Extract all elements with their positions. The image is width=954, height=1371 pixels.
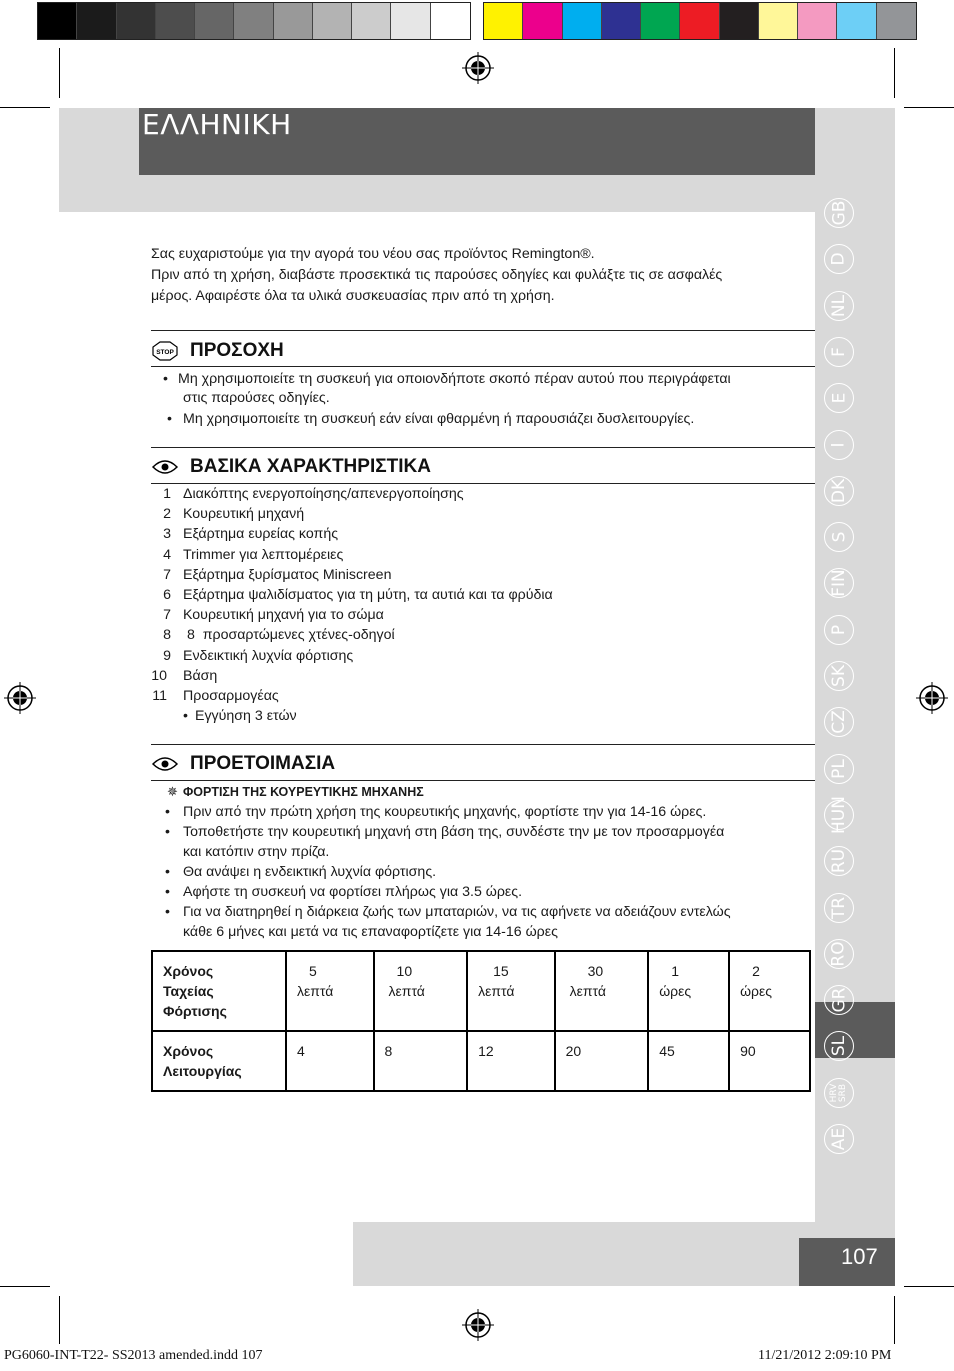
table-cell (648, 951, 729, 1031)
table-cell (286, 951, 374, 1031)
table-cell: 90 (729, 1031, 810, 1091)
language-tab-hrv-srb[interactable] (824, 1078, 854, 1108)
section-rule (151, 744, 815, 745)
grayscale-color-bar (37, 2, 471, 40)
color-swatch (38, 3, 77, 39)
cell-unit: λεπτά (478, 983, 515, 999)
item-number: 3 (163, 526, 171, 543)
table-header-text: Ταχείας (163, 983, 214, 999)
language-tab-p[interactable] (824, 615, 854, 645)
section-rule (151, 366, 815, 367)
list-item: Εξάρτημα ψαλιδίσματος για τη μύτη, τα αυτιά και τα φρύδια (183, 587, 553, 603)
list-item-continuation: και κατόπιν στην πρίζα. (183, 844, 330, 860)
bullet-marker: • (163, 371, 168, 387)
table-cell (555, 951, 649, 1031)
language-tab-pl[interactable] (824, 754, 854, 784)
color-swatch (484, 3, 523, 39)
color-swatch (234, 3, 273, 39)
table-header-text: Χρόνος (163, 1043, 214, 1059)
item-number: 2 (163, 506, 171, 523)
table-cell: 12 (467, 1031, 555, 1091)
table-header-cell (152, 1031, 286, 1091)
color-swatch (523, 3, 562, 39)
language-tab-e[interactable] (824, 383, 854, 413)
color-swatch (352, 3, 391, 39)
cell-value: 5 (309, 963, 317, 979)
language-tab-i[interactable] (824, 430, 854, 460)
list-item: Πριν από την πρώτη χρήση της κουρευτικής μηχανής, φορτίστε την για 14-16 ώρες. (183, 804, 707, 820)
item-number: 7 (163, 607, 171, 624)
language-tab-label: FIN (828, 569, 849, 598)
color-swatch (274, 3, 313, 39)
intro-line: Σας ευχαριστούμε για την αγορά του νέου σας προϊόντος Remington®. (151, 246, 595, 262)
language-tab-label: RU (828, 849, 849, 874)
language-tab-label: GB (829, 200, 849, 226)
item-number: 9 (163, 647, 171, 664)
bullet-marker: • (167, 411, 172, 427)
language-tab-label: HUN (829, 795, 850, 834)
color-swatch (77, 3, 116, 39)
cell-unit: λεπτά (569, 983, 606, 999)
item-number: 4 (163, 546, 171, 563)
language-tab-ro[interactable] (824, 939, 854, 969)
table-cell (374, 951, 468, 1031)
language-tab-label: F (829, 347, 849, 357)
prep-heading-text: ΠΡΟΕΤΟΙΜΑΣΙΑ (190, 753, 336, 774)
list-item: Αφήστε τη συσκευή να φορτίσει πλήρως για 3.5 ώρες. (183, 884, 523, 900)
warranty-item: Εγγύηση 3 ετών (195, 708, 297, 724)
cell-unit: λεπτά (297, 983, 334, 999)
eye-icon (152, 457, 178, 477)
language-tab-ru[interactable] (824, 846, 854, 876)
list-item: Trimmer για λεπτομέρειες (183, 546, 344, 563)
color-swatch (602, 3, 641, 39)
color-swatch (798, 3, 837, 39)
language-tab-label: RO (828, 941, 849, 967)
color-swatch (431, 3, 470, 39)
language-tab-gr[interactable] (824, 985, 854, 1015)
item-number: 11 (152, 688, 167, 704)
table-header-text: Φόρτισης (163, 1003, 227, 1019)
bullet-marker: • (165, 884, 170, 900)
list-item-continuation: κάθε 6 μήνες και μετά να τις επαναφορτίζετε για 14-16 ώρες (183, 924, 558, 940)
subheading: ΦΟΡΤΙΣΗ ΤΗΣ ΚΟΥΡΕΥΤΙΚΗΣ ΜΗΧΑΝΗΣ (183, 785, 424, 799)
cell-value: 1 (671, 963, 679, 979)
list-item: Για να διατηρηθεί η διάρκεια ζωής των μπαταριών, να τις αφήνετε να αδειάζουν εντελώς (183, 904, 731, 920)
crop-mark (894, 1296, 895, 1344)
cell-unit: ώρες (659, 983, 692, 999)
table-cell: 45 (648, 1031, 729, 1091)
language-tab-nl[interactable] (824, 291, 854, 321)
color-swatch (837, 3, 876, 39)
table-header-text: Χρόνος (163, 963, 214, 979)
registration-mark-icon (462, 52, 494, 84)
color-swatch (680, 3, 719, 39)
registration-mark-icon (916, 682, 948, 714)
crop-mark (904, 1286, 954, 1287)
language-tab-sk[interactable] (824, 661, 854, 691)
prep-heading (152, 753, 335, 775)
language-tab-label: AE (829, 1127, 849, 1151)
features-heading-text: ΒΑΣΙΚΑ ΧΑΡΑΚΤΗΡΙΣΤΙΚΑ (190, 456, 431, 477)
intro-line: μέρος. Αφαιρέστε όλα τα υλικά συσκευασίας πριν από τη χρήση. (151, 288, 555, 304)
list-item: 8 προσαρτώμενες χτένες-οδηγοί (183, 627, 395, 644)
cell-unit: ώρες (740, 983, 772, 999)
color-swatch (156, 3, 195, 39)
stop-icon (152, 341, 178, 361)
cell-value: 30 (587, 963, 604, 979)
language-tab-ae[interactable] (824, 1124, 854, 1154)
crop-mark (59, 1296, 60, 1344)
language-tab-label: SK (828, 665, 849, 687)
item-number: 8 (163, 627, 171, 644)
section-rule (151, 447, 815, 448)
language-tab-label: GR (829, 987, 849, 1013)
crop-mark (0, 1286, 50, 1287)
color-swatch (641, 3, 680, 39)
crop-mark (904, 107, 954, 108)
bullet-marker: • (165, 824, 170, 840)
crop-mark (894, 48, 895, 98)
page-number-box (799, 1238, 895, 1286)
color-swatch (759, 3, 798, 39)
caution-heading (152, 340, 284, 362)
table-row (152, 1031, 810, 1091)
list-item: Θα ανάψει η ενδεικτική λυχνία φόρτισης. (183, 864, 437, 880)
color-swatch (391, 3, 430, 39)
process-color-bar (483, 2, 917, 40)
crop-mark (0, 107, 50, 108)
bullet-marker: • (183, 708, 188, 724)
language-tab-label: HRV SRB (829, 1083, 848, 1103)
footer-file-info: PG6060-INT-T22- SS2013 amended.indd 107 (4, 1348, 263, 1363)
color-swatch (563, 3, 602, 39)
cell-value: 15 (493, 963, 509, 979)
cell-value: 10 (396, 963, 413, 979)
section-rule (151, 780, 815, 781)
language-tab-gb[interactable] (824, 198, 854, 228)
list-item: Προσαρμογέας (183, 688, 279, 704)
list-item: Μη χρησιμοποιείτε τη συσκευή εάν είναι φθαρμένη ή παρουσιάζει δυσλειτουργίες. (183, 411, 695, 427)
footer-timestamp: 11/21/2012 2:09:10 PM (758, 1348, 892, 1363)
table-row (152, 951, 810, 1031)
item-number: 6 (163, 587, 171, 603)
list-item: στις παρούσες οδηγίες. (183, 390, 330, 406)
language-tab-dk[interactable] (824, 476, 854, 506)
color-swatch (313, 3, 352, 39)
item-number: 7 (163, 566, 171, 583)
language-tab-label: P (828, 624, 849, 635)
eye-icon (152, 754, 178, 774)
language-tab-label: NL (828, 294, 849, 317)
cell-unit: λεπτά (388, 983, 425, 999)
list-item: Ενδεικτική λυχνία φόρτισης (183, 647, 354, 664)
table-cell: 8 (374, 1031, 468, 1091)
table-cell (467, 951, 555, 1031)
language-tab-tr[interactable] (824, 893, 854, 923)
features-heading (152, 456, 431, 478)
language-tab-label: DK (829, 478, 849, 503)
bullet-marker: • (165, 864, 170, 880)
list-item: Βάση (183, 667, 218, 684)
charge-time-table (151, 950, 811, 1092)
list-item: Κουρευτική μηχανή (183, 506, 305, 523)
item-number: 1 (163, 486, 171, 502)
caution-heading-text: ΠΡΟΣΟΧΗ (190, 340, 284, 361)
language-tab-hun[interactable] (824, 795, 854, 834)
language-tab-label: I (828, 441, 849, 448)
language-tab-label: TR (828, 896, 849, 919)
list-item: Τοποθετήστε την κουρευτική μηχανή στη βάση της, συνδέστε την με τον προσαρμογέα (183, 824, 725, 840)
page-number: 107 (841, 1244, 878, 1269)
table-cell (729, 951, 810, 1031)
registration-mark-icon (4, 682, 36, 714)
list-item: Εξάρτημα ευρείας κοπής (183, 526, 339, 543)
cell-value: 2 (752, 963, 760, 979)
bullet-marker: • (165, 904, 170, 920)
list-item: Μη χρησιμοποιείτε τη συσκευή για οποιονδήποτε σκοπό πέραν αυτού που περιγράφεται (178, 371, 731, 387)
table-cell: 4 (286, 1031, 374, 1091)
language-tab-label: PL (828, 758, 849, 779)
language-tab-label: CZ (829, 710, 849, 735)
sun-icon: ✵ (167, 784, 178, 799)
language-tab-f[interactable] (824, 337, 854, 367)
item-number: 10 (151, 667, 167, 684)
table-cell: 20 (555, 1031, 649, 1091)
table-header-cell (152, 951, 286, 1031)
section-rule (151, 330, 815, 331)
language-tab-label: SL (828, 1036, 849, 1057)
language-tab-label: E (829, 392, 849, 404)
color-swatch (195, 3, 234, 39)
color-swatch (720, 3, 759, 39)
list-item: Εξάρτημα ξυρίσματος Miniscreen (183, 566, 392, 583)
color-swatch (877, 3, 916, 39)
registration-mark-icon (462, 1309, 494, 1341)
svg-text:STOP: STOP (156, 349, 174, 356)
table-header-text: Λειτουργίας (163, 1063, 242, 1079)
crop-mark (59, 48, 60, 98)
language-tab-label: S (828, 531, 849, 543)
list-item: Κουρευτική μηχανή για το σώμα (183, 607, 384, 624)
bullet-marker: • (165, 804, 170, 820)
language-tab-s[interactable] (824, 522, 854, 552)
page-title: ΕΛΛΗΝΙΚΗ (142, 108, 292, 141)
language-tab-label: D (829, 252, 849, 266)
list-item: Διακόπτης ενεργοποίησης/απενεργοποίησης (183, 486, 464, 502)
intro-line: Πριν από τη χρήση, διαβάστε προσεκτικά τις παρούσες οδηγίες και φυλάξτε τις σε ασφαλές (151, 267, 723, 283)
color-swatch (117, 3, 156, 39)
